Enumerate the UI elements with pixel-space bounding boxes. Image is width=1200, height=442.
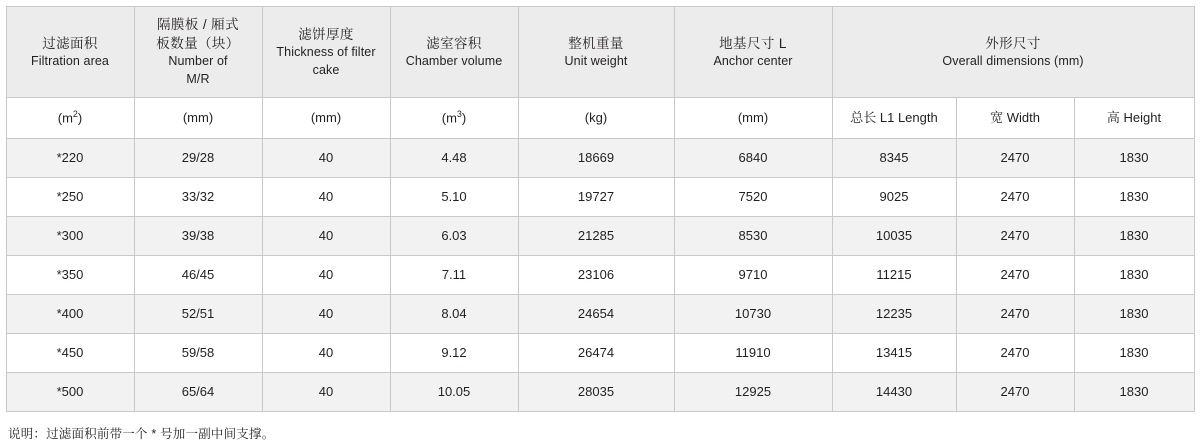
- unit-unit-weight: (kg): [518, 98, 674, 139]
- header-chamber-volume-en: Chamber volume: [405, 53, 503, 68]
- table-row: [6, 256, 1194, 295]
- cell-filtration-area: *300: [6, 217, 134, 256]
- cell-plate-number: 46/45: [134, 256, 262, 295]
- header-cake-thickness-cn: 滤饼厚度: [298, 26, 354, 42]
- cell-overall-height: 1830: [1074, 295, 1194, 334]
- header-chamber-volume: [390, 7, 518, 98]
- cell-overall-length: 10035: [832, 217, 956, 256]
- header-anchor-center-cn: 地基尺寸 L: [719, 35, 787, 51]
- cell-chamber-volume: 4.48: [390, 139, 518, 178]
- header-overall-dimensions-en: Overall dimensions (mm): [942, 53, 1084, 68]
- table-row: [6, 295, 1194, 334]
- cell-overall-height: 1830: [1074, 373, 1194, 412]
- cell-unit-weight: 28035: [518, 373, 674, 412]
- cell-overall-width: 2470: [956, 178, 1074, 217]
- unit-overall-length: 总长 L1 Length: [832, 98, 956, 139]
- header-cake-thickness-en2: cake: [312, 62, 340, 77]
- cell-filtration-area: *500: [6, 373, 134, 412]
- cell-cake-thickness: 40: [262, 139, 390, 178]
- cell-unit-weight: 23106: [518, 256, 674, 295]
- cell-overall-width: 2470: [956, 217, 1074, 256]
- cell-anchor-center: 9710: [674, 256, 832, 295]
- cell-unit-weight: 26474: [518, 334, 674, 373]
- header-plate-number-cn: 隔膜板 / 厢式: [157, 17, 239, 33]
- header-cake-thickness-en: Thickness of filter: [276, 44, 376, 59]
- cell-overall-height: 1830: [1074, 256, 1194, 295]
- table-row: [6, 217, 1194, 256]
- cell-plate-number: 59/58: [134, 334, 262, 373]
- header-anchor-center-en: Anchor center: [713, 53, 793, 68]
- cell-overall-height: 1830: [1074, 139, 1194, 178]
- cell-cake-thickness: 40: [262, 334, 390, 373]
- cell-overall-width: 2470: [956, 139, 1074, 178]
- cell-anchor-center: 6840: [674, 139, 832, 178]
- header-plate-number: [134, 7, 262, 98]
- table-row: [6, 334, 1194, 373]
- unit-overall-height: 高 Height: [1074, 98, 1194, 139]
- header-unit-weight-cn: 整机重量: [568, 35, 624, 51]
- header-overall-dimensions-cn: 外形尺寸: [985, 35, 1041, 51]
- table-row: [6, 178, 1194, 217]
- cell-chamber-volume: 9.12: [390, 334, 518, 373]
- header-unit-weight: [518, 7, 674, 98]
- cell-chamber-volume: 5.10: [390, 178, 518, 217]
- cell-plate-number: 52/51: [134, 295, 262, 334]
- unit-cake-thickness: (mm): [262, 98, 390, 139]
- cell-anchor-center: 7520: [674, 178, 832, 217]
- cell-unit-weight: 18669: [518, 139, 674, 178]
- unit-filtration-area: $(m^2)$: [6, 98, 134, 139]
- header-plate-number-cn2: 板数量（块）: [156, 36, 240, 52]
- unit-chamber-volume: $(m^3)$: [390, 98, 518, 139]
- cell-anchor-center: 10730: [674, 295, 832, 334]
- spec-sheet: [0, 6, 1200, 441]
- cell-anchor-center: 11910: [674, 334, 832, 373]
- cell-plate-number: 65/64: [134, 373, 262, 412]
- cell-overall-width: 2470: [956, 256, 1074, 295]
- cell-overall-length: 14430: [832, 373, 956, 412]
- header-cake-thickness: [262, 7, 390, 98]
- cell-cake-thickness: 40: [262, 217, 390, 256]
- unit-plate-number: (mm): [134, 98, 262, 139]
- cell-cake-thickness: 40: [262, 373, 390, 412]
- cell-plate-number: 29/28: [134, 139, 262, 178]
- cell-overall-length: 9025: [832, 178, 956, 217]
- header-anchor-center: [674, 7, 832, 98]
- cell-cake-thickness: 40: [262, 295, 390, 334]
- cell-overall-length: 8345: [832, 139, 956, 178]
- cell-overall-height: 1830: [1074, 334, 1194, 373]
- header-overall-dimensions: [832, 7, 1194, 98]
- cell-chamber-volume: 6.03: [390, 217, 518, 256]
- cell-chamber-volume: 8.04: [390, 295, 518, 334]
- unit-anchor-center: (mm): [674, 98, 832, 139]
- cell-unit-weight: 21285: [518, 217, 674, 256]
- cell-filtration-area: *220: [6, 139, 134, 178]
- table-footnote: 说明：过滤面积前带一个 * 号加一副中间支撑。: [8, 427, 275, 441]
- cell-unit-weight: 19727: [518, 178, 674, 217]
- cell-cake-thickness: 40: [262, 178, 390, 217]
- header-filtration-area-cn: 过滤面积: [42, 35, 98, 51]
- cell-overall-length: 12235: [832, 295, 956, 334]
- cell-overall-height: 1830: [1074, 217, 1194, 256]
- table-body: [6, 98, 1194, 412]
- cell-overall-width: 2470: [956, 295, 1074, 334]
- table-row: [6, 139, 1194, 178]
- cell-plate-number: 33/32: [134, 178, 262, 217]
- cell-overall-height: 1830: [1074, 178, 1194, 217]
- specification-table: [6, 6, 1195, 412]
- cell-chamber-volume: 7.11: [390, 256, 518, 295]
- cell-overall-width: 2470: [956, 334, 1074, 373]
- header-chamber-volume-cn: 滤室容积: [426, 35, 482, 51]
- cell-filtration-area: *350: [6, 256, 134, 295]
- unit-overall-width: 宽 Width: [956, 98, 1074, 139]
- cell-overall-length: 13415: [832, 334, 956, 373]
- header-plate-number-en: Number of: [168, 54, 228, 69]
- cell-cake-thickness: 40: [262, 256, 390, 295]
- cell-plate-number: 39/38: [134, 217, 262, 256]
- cell-unit-weight: 24654: [518, 295, 674, 334]
- cell-filtration-area: *450: [6, 334, 134, 373]
- cell-overall-width: 2470: [956, 373, 1074, 412]
- cell-anchor-center: 8530: [674, 217, 832, 256]
- cell-filtration-area: *400: [6, 295, 134, 334]
- table-row: [6, 373, 1194, 412]
- header-plate-number-en2: M/R: [186, 72, 210, 87]
- cell-chamber-volume: 10.05: [390, 373, 518, 412]
- cell-filtration-area: *250: [6, 178, 134, 217]
- header-filtration-area: [6, 7, 134, 98]
- units-row: [6, 98, 1194, 139]
- header-row: [6, 7, 1194, 98]
- header-unit-weight-en: Unit weight: [564, 53, 628, 68]
- cell-overall-length: 11215: [832, 256, 956, 295]
- header-filtration-area-en: Filtration area: [31, 53, 109, 68]
- table-header: [6, 7, 1194, 98]
- cell-anchor-center: 12925: [674, 373, 832, 412]
